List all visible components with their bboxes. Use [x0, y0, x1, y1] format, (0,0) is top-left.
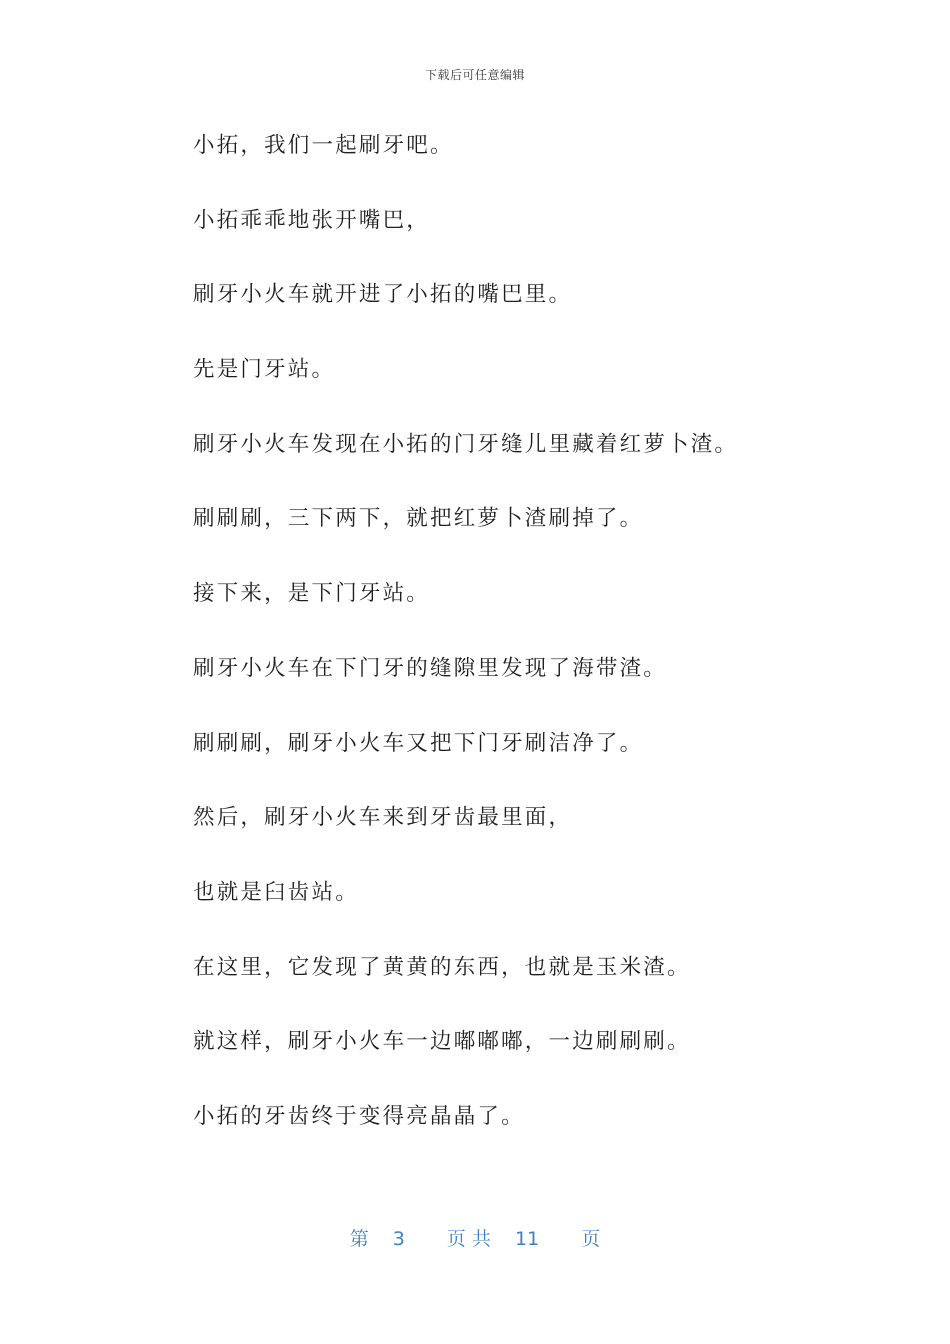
text-line: 也就是臼齿站。	[193, 879, 359, 905]
text-line: 小拓的牙齿终于变得亮晶晶了。	[193, 1103, 525, 1129]
text-line: 在这里，它发现了黄黄的东西，也就是玉米渣。	[193, 954, 691, 980]
document-body	[193, 128, 813, 1174]
text-line: 然后，刷牙小火车来到牙齿最里面，	[193, 805, 573, 831]
page-header: 下载后可任意编辑	[424, 68, 525, 82]
footer-middle: 页 共	[446, 1228, 491, 1250]
footer-current-page: 3	[392, 1228, 405, 1250]
text-line: 接下来，是下门牙站。	[193, 581, 431, 607]
footer-suffix: 页	[581, 1228, 601, 1250]
text-line: 刷牙小火车就开进了小拓的嘴巴里。	[193, 282, 573, 308]
text-line: 刷刷刷，三下两下，就把红萝卜渣刷掉了。	[193, 506, 644, 532]
footer-total-pages: 11	[515, 1228, 540, 1250]
text-line: 小拓乖乖地张开嘴巴，	[193, 207, 431, 233]
text-line: 刷刷刷，刷牙小火车又把下门牙刷洁净了。	[193, 730, 644, 756]
text-line: 先是门牙站。	[193, 357, 336, 383]
text-line: 就这样，刷牙小火车一边嘟嘟嘟，一边刷刷刷。	[193, 1029, 691, 1055]
text-line: 小拓，我们一起刷牙吧。	[193, 133, 454, 158]
footer-prefix: 第	[349, 1228, 369, 1250]
text-line: 刷牙小火车发现在小拓的门牙缝儿里藏着红萝卜渣。	[193, 431, 739, 457]
page-footer	[0, 1224, 950, 1251]
text-line: 刷牙小火车在下门牙的缝隙里发现了海带渣。	[193, 655, 668, 681]
